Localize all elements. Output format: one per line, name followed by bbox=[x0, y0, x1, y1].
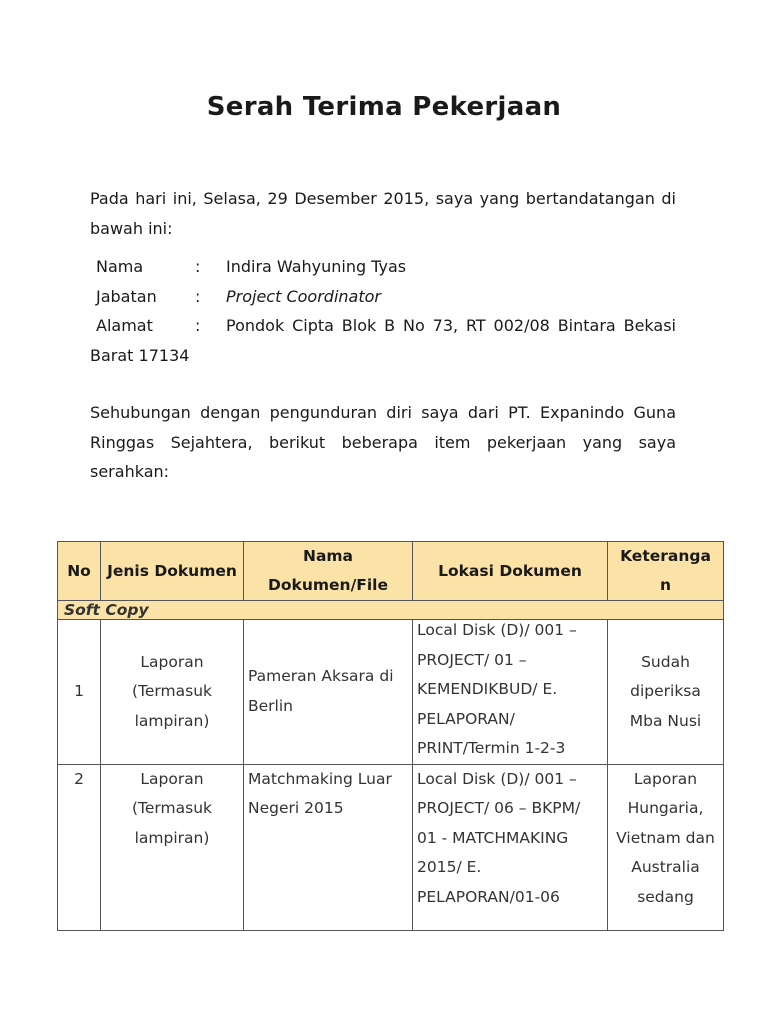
cell-no: 2 bbox=[58, 764, 101, 930]
field-colon-alamat: : bbox=[195, 316, 201, 335]
cell-nama: Matchmaking Luar Negeri 2015 bbox=[244, 764, 413, 930]
field-colon-nama: : bbox=[195, 257, 201, 276]
field-value-alamat: Pondok Cipta Blok B No 73, RT 002/08 Bintara Bekasi Barat 17134 bbox=[90, 316, 676, 365]
field-value-nama: Indira Wahyuning Tyas bbox=[226, 257, 407, 276]
table-row bbox=[58, 764, 724, 930]
cell-nama: Pameran Aksara di Berlin bbox=[244, 620, 413, 765]
handover-paragraph: Sehubungan dengan pengunduran diri saya dari PT. Expanindo Guna Ringgas Sejahtera, berikut beberapa item pekerjaan yang saya serahkan: bbox=[90, 403, 676, 481]
table-header-row bbox=[58, 542, 724, 601]
field-label-nama: Nama bbox=[96, 257, 144, 276]
section-label: Soft Copy bbox=[58, 601, 724, 620]
cell-jenis: Laporan (Termasuk lampiran) bbox=[101, 764, 244, 930]
cell-no: 1 bbox=[58, 620, 101, 765]
header-keterangan-line1: Keteranga bbox=[620, 547, 711, 565]
header-nama-dokumen: Nama Dokumen/File bbox=[244, 542, 413, 601]
cell-lokasi: Local Disk (D)/ 001 – PROJECT/ 06 – BKPM/ 01 - MATCHMAKING 2015/ E. PELAPORAN/01-06 bbox=[413, 764, 608, 930]
cell-jenis: Laporan (Termasuk lampiran) bbox=[101, 620, 244, 765]
cell-lokasi bbox=[413, 620, 608, 765]
field-value-jabatan: Project Coordinator bbox=[226, 286, 381, 306]
field-label-alamat: Alamat bbox=[96, 316, 153, 335]
field-colon-jabatan: : bbox=[195, 286, 201, 306]
header-no: No bbox=[58, 542, 101, 601]
intro-paragraph: Pada hari ini, Selasa, 29 Desember 2015, saya yang bertandatangan di bawah ini: bbox=[90, 189, 676, 238]
table-row bbox=[58, 620, 724, 765]
header-lokasi-dokumen: Lokasi Dokumen bbox=[413, 542, 608, 601]
handover-table bbox=[57, 541, 724, 931]
header-jenis-dokumen: Jenis Dokumen bbox=[101, 542, 244, 601]
header-keterangan-line2: n bbox=[659, 576, 672, 594]
cell-keterangan: Sudah diperiksa Mba Nusi bbox=[608, 620, 724, 765]
header-keterangan bbox=[608, 542, 724, 601]
cell-lokasi-text: Local Disk (D)/ 001 – PROJECT/ 01 – KEMENDIKBUD/ E. PELAPORAN/ PRINT/Termin 1-2-3 bbox=[417, 621, 577, 757]
section-row-soft-copy bbox=[58, 601, 724, 620]
field-label-jabatan: Jabatan bbox=[96, 286, 157, 306]
cell-keterangan: Laporan Hungaria, Vietnam dan Australia sedang bbox=[608, 764, 724, 930]
document-title: Serah Terima Pekerjaan bbox=[206, 92, 562, 122]
